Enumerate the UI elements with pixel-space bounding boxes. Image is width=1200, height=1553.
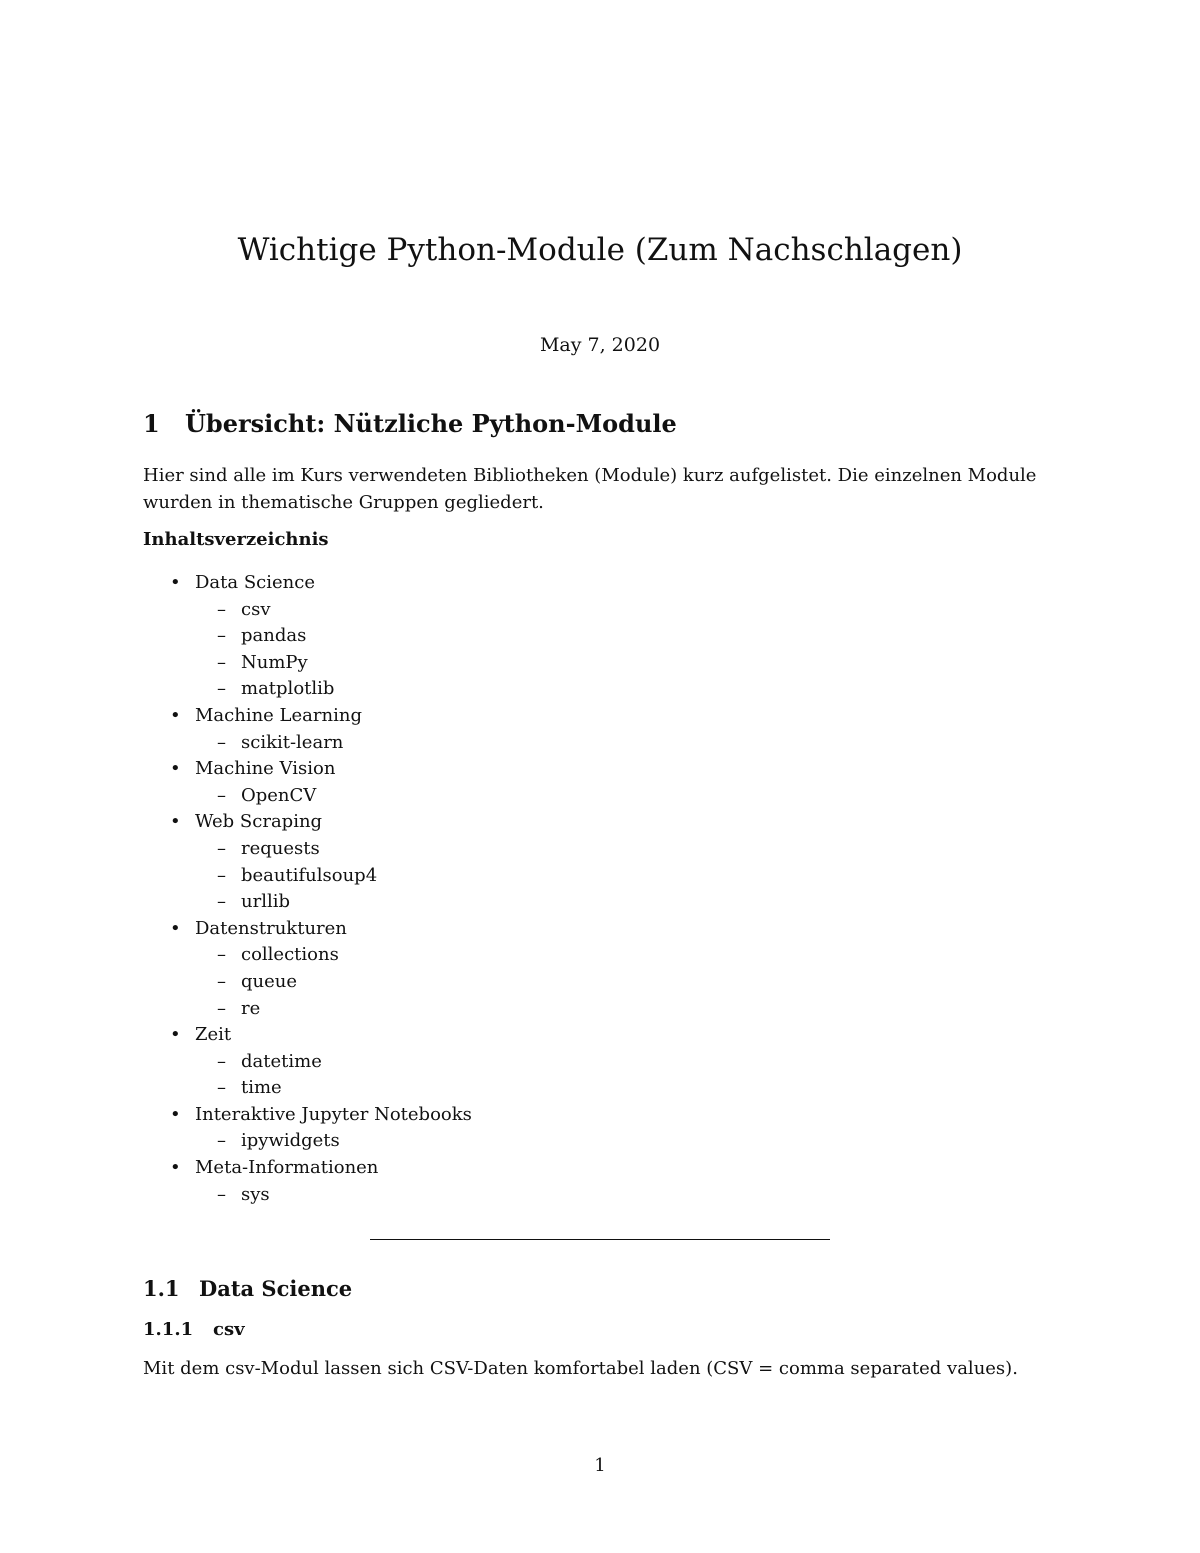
- toc-group-label: Datenstrukturen: [195, 917, 347, 939]
- toc-item-label: ipywidgets: [241, 1130, 340, 1152]
- toc-item-label: sys: [241, 1183, 270, 1205]
- toc-group-label: Meta-Informationen: [195, 1157, 379, 1179]
- toc-item: [143, 783, 843, 810]
- subsection-title: Data Science: [199, 1276, 353, 1301]
- toc-group: [143, 703, 843, 730]
- bullet-icon: •: [170, 811, 181, 833]
- section-title: Übersicht: Nützliche Python-Module: [185, 409, 677, 438]
- toc-item-label: scikit-learn: [241, 731, 344, 753]
- dash-icon: –: [217, 864, 226, 886]
- toc-item: [143, 623, 843, 650]
- toc-group-label: Machine Vision: [195, 758, 336, 780]
- dash-icon: –: [217, 784, 226, 806]
- toc-group: [143, 1022, 843, 1049]
- toc-item-label: re: [241, 997, 261, 1019]
- section-heading: [143, 409, 677, 438]
- dash-icon: –: [217, 651, 226, 673]
- toc-group: [143, 1102, 843, 1129]
- toc-item-label: NumPy: [241, 651, 308, 673]
- toc-item: [143, 942, 843, 969]
- bullet-icon: •: [170, 1103, 181, 1125]
- dash-icon: –: [217, 997, 226, 1019]
- toc-group-label: Web Scraping: [195, 811, 323, 833]
- intro-paragraph: Hier sind alle im Kurs verwendeten Bibliotheken (Module) kurz aufgelistet. Die einzelnen Module wurden in thematische Gruppen gegliedert.: [143, 465, 1037, 513]
- document-title: Wichtige Python-Module (Zum Nachschlagen): [237, 232, 963, 268]
- subsection-heading: [143, 1276, 352, 1301]
- toc-item-label: urllib: [241, 891, 290, 913]
- dash-icon: –: [217, 837, 226, 859]
- table-of-contents: [143, 570, 843, 1208]
- toc-item-label: OpenCV: [241, 784, 317, 806]
- subsubsection-heading: [143, 1319, 245, 1340]
- dash-icon: –: [217, 944, 226, 966]
- toc-item: [143, 1182, 843, 1209]
- document-date: May 7, 2020: [539, 334, 661, 356]
- toc-item-label: beautifulsoup4: [241, 864, 378, 886]
- horizontal-rule: [370, 1239, 830, 1240]
- dash-icon: –: [217, 625, 226, 647]
- toc-item: [143, 889, 843, 916]
- bullet-icon: •: [170, 704, 181, 726]
- toc-group: [143, 1155, 843, 1182]
- toc-item: [143, 650, 843, 677]
- dash-icon: –: [217, 970, 226, 992]
- toc-group-label: Machine Learning: [195, 704, 362, 726]
- toc-group-label: Interaktive Jupyter Notebooks: [195, 1103, 472, 1125]
- toc-item: [143, 863, 843, 890]
- toc-item-label: matplotlib: [241, 678, 335, 700]
- toc-group-label: Zeit: [195, 1024, 232, 1046]
- toc-item-label: requests: [241, 837, 320, 859]
- dash-icon: –: [217, 678, 226, 700]
- toc-item: [143, 836, 843, 863]
- dash-icon: –: [217, 731, 226, 753]
- dash-icon: –: [217, 1050, 226, 1072]
- dash-icon: –: [217, 891, 226, 913]
- toc-item: [143, 597, 843, 624]
- dash-icon: –: [217, 1130, 226, 1152]
- toc-item-label: datetime: [241, 1050, 322, 1072]
- toc-item-label: csv: [241, 598, 271, 620]
- toc-group: [143, 756, 843, 783]
- toc-group-label: Data Science: [195, 572, 315, 593]
- bullet-icon: •: [170, 917, 181, 939]
- toc-item: [143, 996, 843, 1023]
- toc-item-label: time: [241, 1077, 282, 1099]
- section-number: 1: [143, 409, 160, 438]
- bullet-icon: •: [170, 758, 181, 780]
- toc-item: [143, 676, 843, 703]
- subsubsection-number: 1.1.1: [143, 1319, 194, 1340]
- csv-paragraph: Mit dem csv-Modul lassen sich CSV-Daten komfortabel laden (CSV = comma separated values).: [143, 1358, 1018, 1379]
- bullet-icon: •: [170, 1157, 181, 1179]
- toc-item-label: queue: [241, 970, 298, 992]
- toc-item-label: pandas: [241, 625, 307, 647]
- page-number: 1: [594, 1455, 606, 1476]
- dash-icon: –: [217, 598, 226, 620]
- subsection-number: 1.1: [143, 1276, 180, 1301]
- toc-group: [143, 809, 843, 836]
- toc-item: [143, 1075, 843, 1102]
- toc-item: [143, 1128, 843, 1155]
- toc-group: [143, 570, 843, 597]
- subsubsection-title: csv: [213, 1319, 245, 1340]
- toc-item: [143, 730, 843, 757]
- toc-heading: Inhaltsverzeichnis: [143, 529, 329, 550]
- toc-group: [143, 916, 843, 943]
- bullet-icon: •: [170, 572, 181, 593]
- toc-item-label: collections: [241, 944, 339, 966]
- bullet-icon: •: [170, 1024, 181, 1046]
- toc-item: [143, 1049, 843, 1076]
- toc-item: [143, 969, 843, 996]
- dash-icon: –: [217, 1183, 226, 1205]
- dash-icon: –: [217, 1077, 226, 1099]
